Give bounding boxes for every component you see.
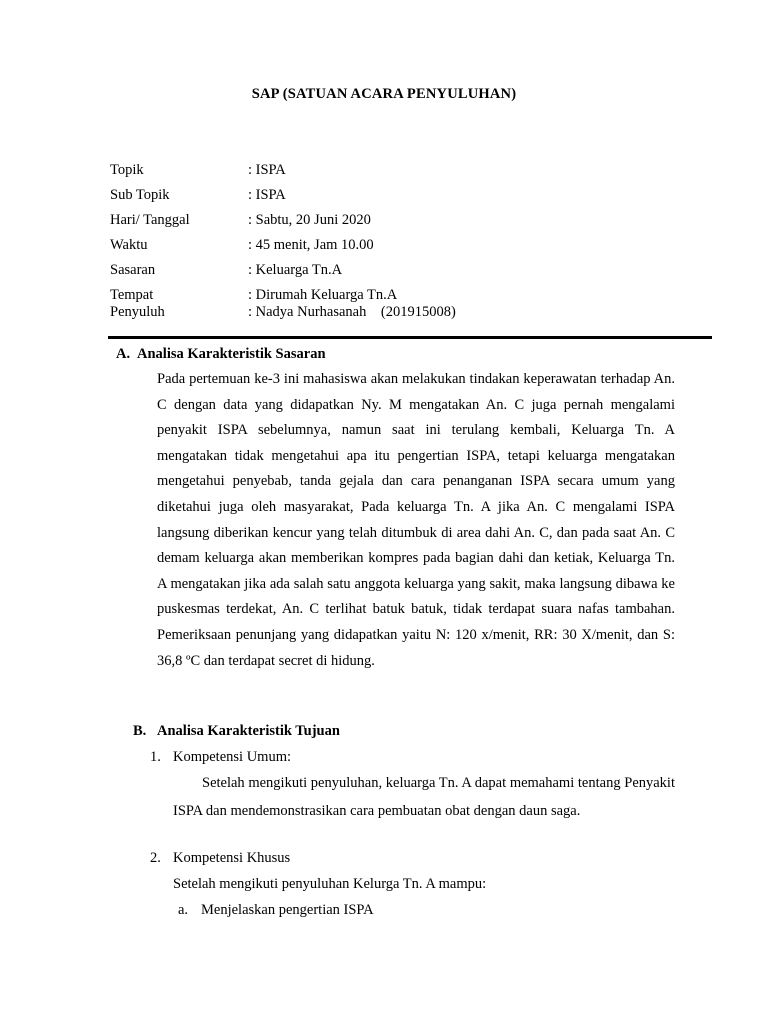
info-value: : Keluarga Tn.A bbox=[248, 262, 343, 278]
sub-item-a-marker: a. bbox=[178, 902, 189, 918]
kompetensi-khusus-intro: Setelah mengikuti penyuluhan Kelurga Tn. A mampu: bbox=[173, 876, 487, 892]
list-item-1-title: Kompetensi Umum: bbox=[173, 749, 292, 765]
section-a-marker: A. bbox=[116, 346, 131, 362]
info-value: : ISPA bbox=[248, 187, 286, 203]
info-value: : Nadya Nurhasanah (201915008) bbox=[248, 304, 456, 320]
list-item-2-title: Kompetensi Khusus bbox=[173, 850, 291, 866]
section-a-heading: Analisa Karakteristik Sasaran bbox=[137, 346, 326, 362]
sub-item-a-text: Menjelaskan pengertian ISPA bbox=[201, 902, 374, 918]
info-label: Tempat bbox=[110, 287, 154, 303]
horizontal-divider bbox=[108, 336, 712, 339]
list-item-1-marker: 1. bbox=[150, 749, 161, 765]
section-a-paragraph: Pada pertemuan ke-3 ini mahasiswa akan melakukan tindakan keperawatan terhadap An. C dengan data yang didapatkan Ny. M mengatakan An. C juga pernah mengalami penyakit ISPA sebelumnya, namun saat ini terulang kembali, Keluarga Tn. A mengatakan tidak mengetahui apa itu pengertian ISPA, tetapi keluarga mengatakan mengetahui penyebab, tanda gejala dan cara penanganan ISPA secara umum yang diketahui juga oleh masyarakat, Pada keluarga Tn. A jika An. C mengalami ISPA langsung diberikan kencur yang telah ditumbuk di area dahi An. C, dan pada saat An. C demam keluarga akan memberikan kompres pada bagian dahi dan ketiak, Keluarga Tn. A mengatakan jika ada salah satu anggota keluarga yang sakit, maka langsung dibawa ke puskesmas terdekat, An. C terlihat batuk batuk, tidak terdapat suara nafas tambahan. Pemeriksaan penunjang yang didapatkan yaitu N: 120 x/menit, RR: 30 X/menit, dan S: 36,8 ºC dan terdapat secret di hidung. bbox=[157, 371, 675, 669]
kompetensi-umum-text: Setelah mengikuti penyuluhan, keluarga Tn. A dapat memahami tentang Penyakit ISPA dan mendemonstrasikan cara pembuatan obat dengan daun saga. bbox=[173, 775, 675, 819]
info-label: Sub Topik bbox=[110, 187, 170, 203]
document-title: SAP (SATUAN ACARA PENYULUHAN) bbox=[251, 86, 517, 102]
info-label: Hari/ Tanggal bbox=[110, 212, 190, 228]
section-b-heading: Analisa Karakteristik Tujuan bbox=[157, 723, 340, 739]
info-label: Sasaran bbox=[110, 262, 156, 278]
info-label: Penyuluh bbox=[110, 304, 165, 320]
info-label: Waktu bbox=[110, 237, 148, 253]
info-label: Topik bbox=[110, 162, 144, 178]
info-value: : 45 menit, Jam 10.00 bbox=[248, 237, 374, 253]
info-value: : ISPA bbox=[248, 162, 286, 178]
section-b-marker: B. bbox=[133, 723, 147, 739]
info-value: : Dirumah Keluarga Tn.A bbox=[248, 287, 398, 303]
list-item-2-marker: 2. bbox=[150, 850, 161, 866]
info-value: : Sabtu, 20 Juni 2020 bbox=[248, 212, 371, 228]
